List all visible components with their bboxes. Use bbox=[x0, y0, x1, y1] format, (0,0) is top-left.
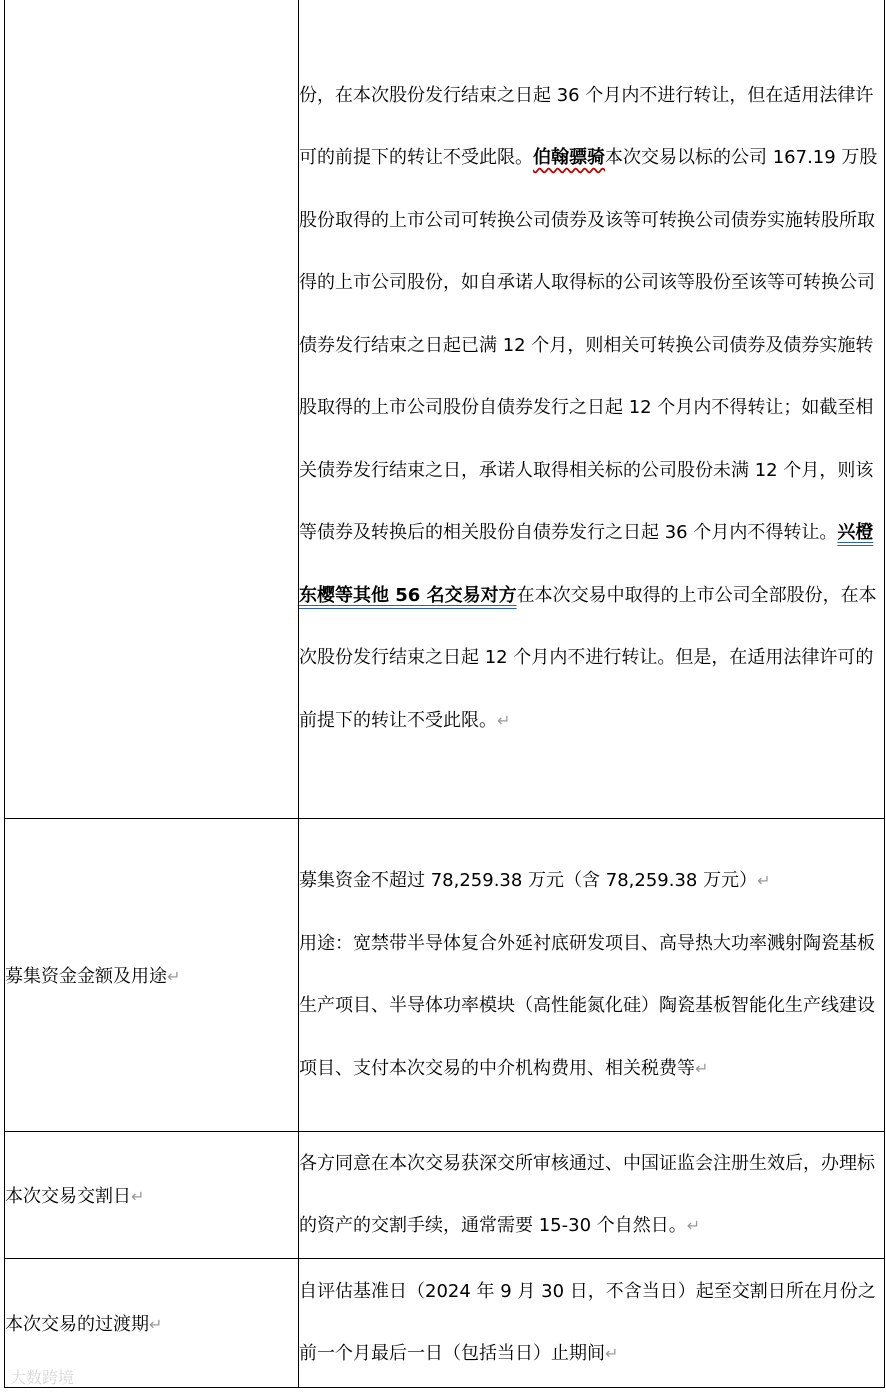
text-span: 自评估基准日（2024 年 9 月 30 日，不含当日）起至交割日所在月份之前一个月最后一日（包括当日）止期间 bbox=[299, 1280, 876, 1364]
row-label bbox=[5, 1132, 299, 1259]
table-row bbox=[5, 819, 885, 1132]
funds-content-cell bbox=[299, 819, 885, 1132]
paragraph bbox=[299, 850, 884, 913]
text-span: 用途：宽禁带半导体复合外延衬底研发项目、高导热大功率溅射陶瓷基板生产项目、半导体功率模块（高性能氮化硅）陶瓷基板智能化生产线建设项目、支付本次交易的中介机构费用、相关税费等 bbox=[299, 932, 875, 1079]
bold-party-group: 兴橙东樱等其他 56 名交易对方 bbox=[299, 522, 874, 606]
row-label-empty bbox=[5, 0, 299, 819]
document-table bbox=[4, 0, 885, 1388]
lockup-terms-cell bbox=[299, 0, 885, 819]
bold-party-name: 伯翰骠骑 bbox=[533, 147, 605, 169]
text-span: 各方同意在本次交易获深交所审核通过、中国证监会注册生效后，办理标的资产的交割手续，通常需要 15-30 个自然日。 bbox=[299, 1152, 875, 1236]
transition-content-cell bbox=[299, 1259, 885, 1388]
paragraph-mark-icon: ↵ bbox=[131, 1187, 145, 1206]
table-row bbox=[5, 1259, 885, 1388]
table-row bbox=[5, 1132, 885, 1259]
text-span: 份，在本次股份发行结束之日起 36 个月内不进行转让，但在适用法律许可的前提下的转让不受此限。 bbox=[299, 84, 874, 169]
watermark: 大数跨境 bbox=[10, 1368, 75, 1387]
text-span: 募集资金不超过 78,259.38 万元（含 78,259.38 万元） bbox=[299, 870, 758, 891]
text-span: 在本次交易中取得的上市公司全部股份，在本次股份发行结束之日起 12 个月内不进行转让。但是，在适用法律许可的前提下的转让不受此限。 bbox=[299, 584, 877, 731]
paragraph-mark-icon: ↵ bbox=[686, 1216, 701, 1235]
label-text: 募集资金金额及用途 bbox=[5, 966, 167, 987]
paragraph-mark-icon: ↵ bbox=[695, 1058, 709, 1078]
paragraph-mark-icon: ↵ bbox=[605, 1344, 619, 1363]
delivery-content-cell bbox=[299, 1132, 885, 1259]
text-span: 本次交易以标的公司 167.19 万股股份取得的上市公司可转换公司债券及该等可转换公司债券实施转股所取得的上市公司股份，如自承诺人取得标的公司该等股份至该等可转换公司债券发行结束之日起已满 12 个月，则相关可转换公司债券及债券实施转股取得的上市公司股份自债券发行之日起 12 个月内不得转让；如截至相关债券发行结束之日，承诺人取得相关标的公司股份未满 12 个月，则该等债券及转换后的相关股份自债券发行之日起 36 个月内不得转让。 bbox=[299, 147, 878, 544]
paragraph-mark-icon: ↵ bbox=[149, 1315, 163, 1334]
paragraph-mark-icon: ↵ bbox=[167, 967, 181, 986]
label-text: 本次交易交割日 bbox=[5, 1186, 131, 1207]
label-text: 本次交易的过渡期 bbox=[5, 1314, 149, 1335]
row-label bbox=[5, 819, 299, 1132]
paragraph-mark-icon: ↵ bbox=[757, 871, 771, 890]
paragraph bbox=[299, 913, 884, 1101]
table-row bbox=[5, 0, 885, 819]
paragraph-mark-icon: ↵ bbox=[497, 710, 511, 730]
